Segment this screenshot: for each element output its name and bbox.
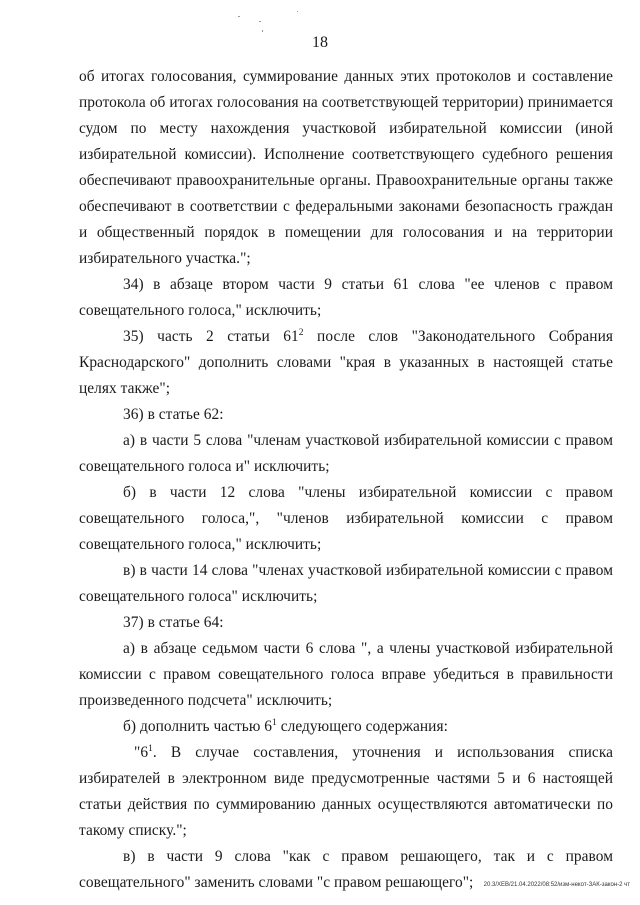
item-35-text-end: после слов "Законодательного Собрания Краснодарского" дополнить словами "края в указанных в настоящей статье целях также"; [79, 328, 613, 397]
item-37-b-text-start: б) дополнить частью 6 [123, 718, 273, 735]
item-37-b [79, 714, 613, 740]
item-36-v: в) в части 14 слова "членах участковой избирательной комиссии с правом совещательного голоса" исключить; [79, 562, 613, 605]
item-37-v: в) в части 9 слова "как с правом решающего, так и с правом совещательного" заменить словами "с правом решающего"; [79, 848, 613, 891]
item-35 [79, 324, 613, 402]
footer-file-reference: 20.3/XEB/21.04.2022/08:52/изм-некот-ЗАК-закон-2 чт [483, 882, 630, 888]
item-37: 37) в статье 64: [123, 614, 224, 631]
item-37-a: а) в абзаце седьмом части 6 слова ", а члены участковой избирательной комиссии с правом совещательного голоса вправе убедиться в правильности произведенного подсчета" исключить; [79, 640, 613, 709]
document-body [79, 64, 613, 896]
item-37-b-text-end: следующего содержания: [276, 718, 448, 735]
quoted-part-text-start: "6 [134, 744, 149, 761]
item-35-text-start: 35) часть 2 статьи 61 [123, 328, 299, 345]
scan-speck [262, 30, 263, 32]
item-36-b: б) в части 12 слова "члены избирательной комиссии с правом совещательного голоса,", "членов избирательной комиссии с правом совещательного голоса," исключить; [79, 484, 613, 553]
item-36-a: а) в части 5 слова "членам участковой избирательной комиссии с правом совещательного голоса и" исключить; [79, 432, 613, 475]
paragraph-continuation: об итогах голосования, суммирование данных этих протоколов и составление протокола об итогах голосования на соответствующей территории) принимается судом по месту нахождения участковой избирательной комиссии (иной избирательной комиссии). Исполнение соответствующего судебного решения обеспечивают правоохранительные органы. Правоохранительные органы также обеспечивают в соответствии с федеральными законами безопасность граждан и общественный порядок в помещении для голосования и на территории избирательного участка."; [79, 68, 613, 267]
item-34: 34) в абзаце втором части 9 статьи 61 слова "ее членов с правом совещательного голоса," исключить; [79, 276, 613, 319]
superscript: 2 [298, 328, 304, 338]
superscript: 1 [272, 718, 277, 728]
quoted-part-text-end: . В случае составления, уточнения и использования списка избирателей в электронном виде предусмотренные частями 5 и 6 настоящей статьи действия по суммированию данных осуществляются автоматически по такому списку."; [79, 744, 613, 839]
scan-speck [297, 11, 298, 12]
scan-speck [238, 16, 240, 17]
scan-speck [259, 21, 261, 22]
quoted-part-6-1 [79, 740, 613, 844]
superscript: 1 [148, 744, 153, 754]
item-36: 36) в статье 62: [123, 406, 224, 423]
page-number: 18 [312, 34, 328, 51]
